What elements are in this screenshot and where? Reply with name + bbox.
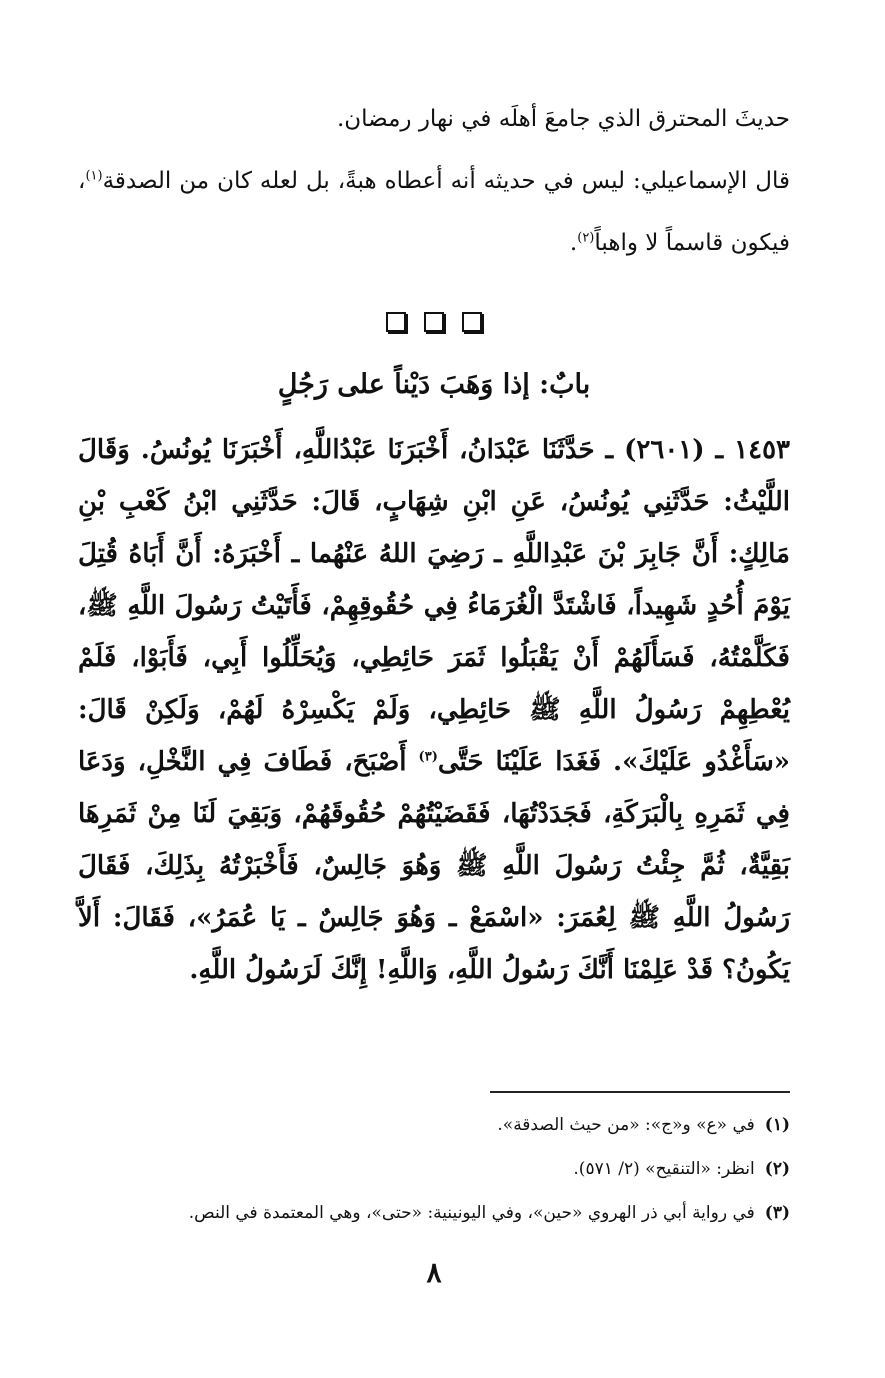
chapter-title: بابٌ: إذا وَهَبَ دَيْناً على رَجُلٍ — [277, 369, 591, 400]
footnote-1 — [78, 1103, 790, 1147]
intro-paragraph-2 — [78, 150, 790, 274]
intro-paragraph-1: حديثَ المحترق الذي جامعَ أهلَه في نهار رمضان. — [336, 106, 790, 132]
separator-square-icon — [462, 312, 482, 332]
footnote-text: في رواية أبي ذر الهروي «حين»، وفي اليونينية: «حتى»، وهي المعتمدة في النص. — [188, 1203, 755, 1223]
intro-paragraph-2-text-2: ، فيكون قاسماً لا واهباً — [78, 168, 790, 256]
footnote-text: في «ع» و«ج»: «من حيث الصدقة». — [497, 1115, 755, 1135]
footnote-number: (٢) — [764, 1159, 790, 1179]
hadith-text-part-1: ١٤٥٣ ـ (٢٦٠١) ـ حَدَّثَنَا عَبْدَانُ، أَخْبَرَنَا عَبْدُاللَّهِ، أَخْبَرَنَا يُونُسُ. وَقَالَ اللَّيْثُ: حَدَّثَنِي يُونُسُ، عَنِ ابْنِ شِهَابٍ، قَالَ: حَدَّثَنِي ابْنُ كَعْبِ بْنِ مَالِكٍ: أَنَّ جَابِرَ بْنَ عَبْدِاللَّهِ ـ رَضِيَ اللهُ عَنْهُما ـ أَخْبَرَهُ: أَنَّ أَبَاهُ قُتِلَ يَوْمَ أُحُدٍ شَهِيداً، فَاشْتَدَّ الْغُرَمَاءُ فِي حُقُوقِهِمْ، فَأَتَيْتُ رَسُولَ اللَّهِ ﷺ، فَكَلَّمْتُهُ، فَسَأَلَهُمْ أَنْ يَقْبَلُوا ثَمَرَ حَائِطِي، وَيُحَلِّلُوا أَبِي، فَأَبَوْا، فَلَمْ يُعْطِهِمْ رَسُولُ اللَّهِ ﷺ حَائِطِي، وَلَمْ يَكْسِرْهُ لَهُمْ، وَلَكِنْ قَالَ: «سَأَغْدُو عَلَيْكَ». فَغَدَا عَلَيْنَا حَتَّى — [78, 435, 790, 777]
footnote-2 — [78, 1147, 790, 1191]
hadith-text — [78, 424, 790, 996]
section-separator — [78, 312, 790, 340]
footnote-divider — [490, 1091, 790, 1093]
book-page — [78, 88, 790, 1358]
intro-paragraph-2-end: . — [569, 230, 578, 256]
footnote-number: (١) — [764, 1115, 790, 1135]
footnote-number: (٣) — [764, 1203, 790, 1223]
page-number: ٨ — [426, 1256, 442, 1289]
footnote-ref-1[interactable]: (١) — [85, 168, 103, 184]
separator-square-icon — [386, 312, 406, 332]
intro-paragraph-2-text: قال الإسماعيلي: ليس في حديثه أنه أعطاه هبةً، بل لعله كان من الصدقة — [102, 168, 790, 194]
footnotes-section — [78, 1091, 790, 1235]
intro-section — [78, 88, 790, 274]
footnote-3 — [78, 1191, 790, 1235]
footnote-ref-2[interactable]: (٢) — [577, 230, 595, 246]
separator-square-icon — [424, 312, 444, 332]
hadith-text-part-2: أَصْبَحَ، فَطَافَ فِي النَّخْلِ، وَدَعَا فِي ثَمَرِهِ بِالْبَرَكَةِ، فَجَدَدْتُهَا، فَقَضَيْتُهُمْ حُقُوقَهُمْ، وَبَقِيَ لَنَا مِنْ ثَمَرِهَا بَقِيَّةٌ، ثُمَّ جِئْتُ رَسُولَ اللَّهِ ﷺ وَهُوَ جَالِسٌ، فَأَخْبَرْتُهُ بِذَلِكَ، فَقَالَ رَسُولُ اللَّهِ ﷺ لِعُمَرَ: «اسْمَعْ ـ وَهُوَ جَالِسٌ ـ يَا عُمَرُ»، فَقَالَ: أَلاَّ يَكُونُ؟ قَدْ عَلِمْنَا أَنَّكَ رَسُولُ اللَّهِ، وَاللَّهِ! إِنَّكَ لَرَسُولُ اللَّهِ. — [78, 747, 790, 985]
footnote-ref-3[interactable]: (٣) — [418, 749, 438, 765]
footnote-text: انظر: «التنقيح» (٢/ ٥٧١). — [573, 1159, 755, 1179]
